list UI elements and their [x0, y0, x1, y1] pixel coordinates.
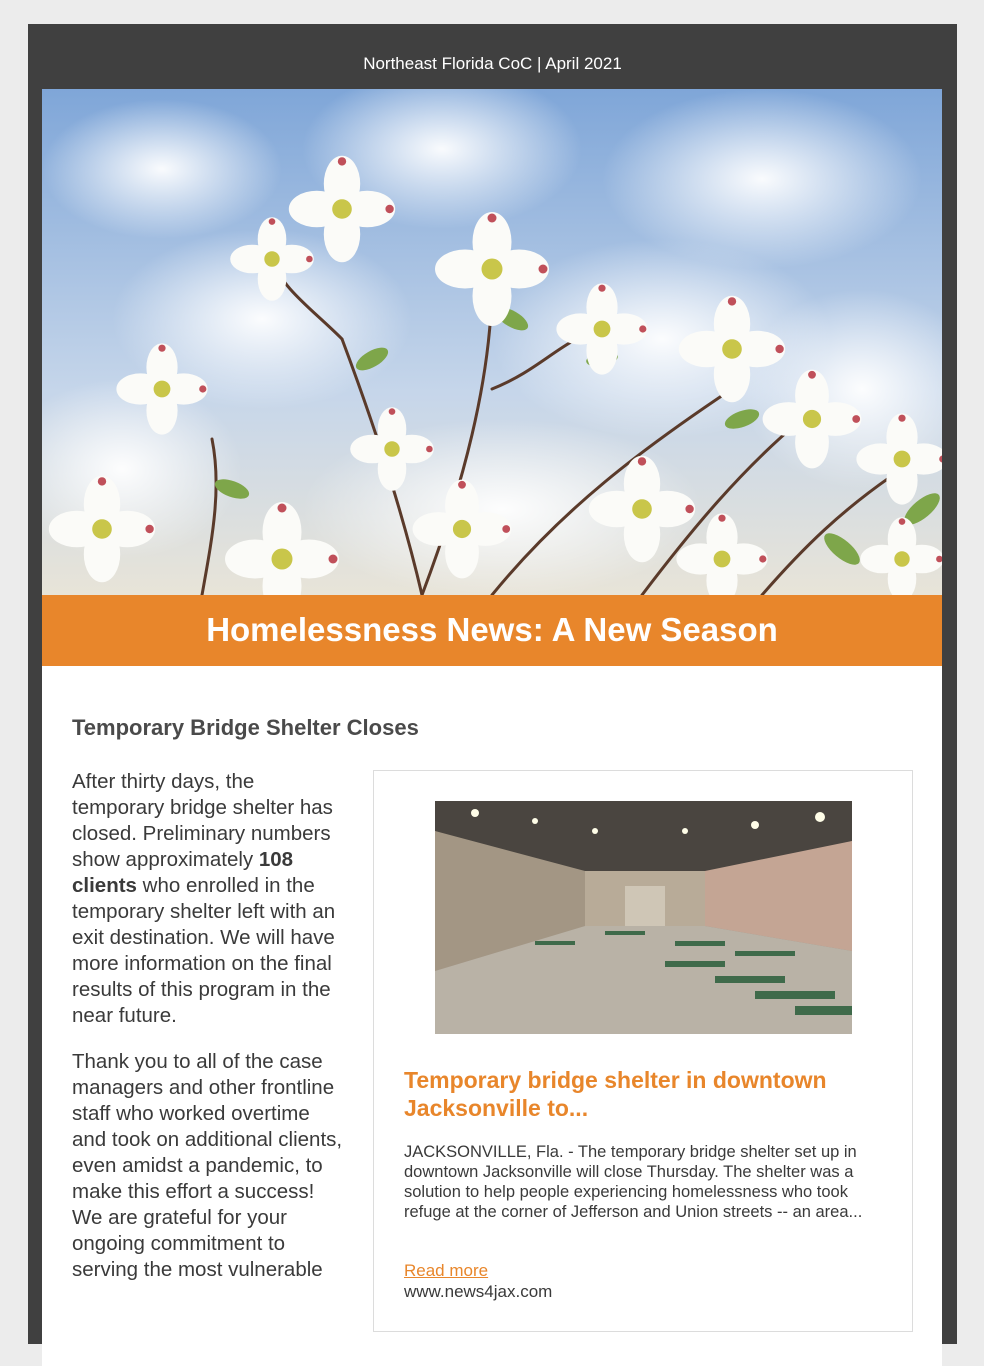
warehouse-shelter-image: [435, 801, 852, 1034]
link-preview-card[interactable]: [373, 770, 913, 1332]
client-count: 108 clients: [72, 848, 294, 897]
preheader-text: Northeast Florida CoC | April 2021: [363, 54, 622, 73]
card-source: www.news4jax.com: [404, 1282, 553, 1301]
article-paragraph-2: Thank you to all of the case managers and other frontline staff who worked overtime and took on additional clients, even amidst a pandemic, to make this effort a success! We are grateful for your ongoing commitment to serving the most vulnerable: [72, 1050, 343, 1281]
hero-image: [42, 89, 942, 595]
card-title-link[interactable]: Temporary bridge shelter in downtown Jacksonville to...: [404, 1067, 827, 1121]
newsletter-title-banner: Homelessness News: A New Season: [42, 595, 942, 666]
dogwood-blossoms-image: [42, 89, 942, 595]
read-more-link[interactable]: Read more: [404, 1261, 489, 1280]
newsletter-content: [42, 666, 942, 1366]
article-title: Temporary Bridge Shelter Closes: [72, 715, 419, 740]
shelter-photo[interactable]: [435, 801, 852, 1034]
newsletter-frame: [28, 24, 957, 1344]
card-description: JACKSONVILLE, Fla. - The temporary bridge shelter set up in downtown Jacksonville will close Thursday. The shelter was a solution to help people experiencing homelessness who took refuge at the corner of Jefferson and Union streets -- an area...: [404, 1143, 863, 1221]
article-body: [72, 769, 344, 1303]
article-paragraph-1: After thirty days, the temporary bridge shelter has closed. Preliminary numbers show approximately 108 clients who enrolled in the temporary shelter left with an exit destination. We will have more information on the final results of this program in the near future.: [72, 770, 336, 1027]
